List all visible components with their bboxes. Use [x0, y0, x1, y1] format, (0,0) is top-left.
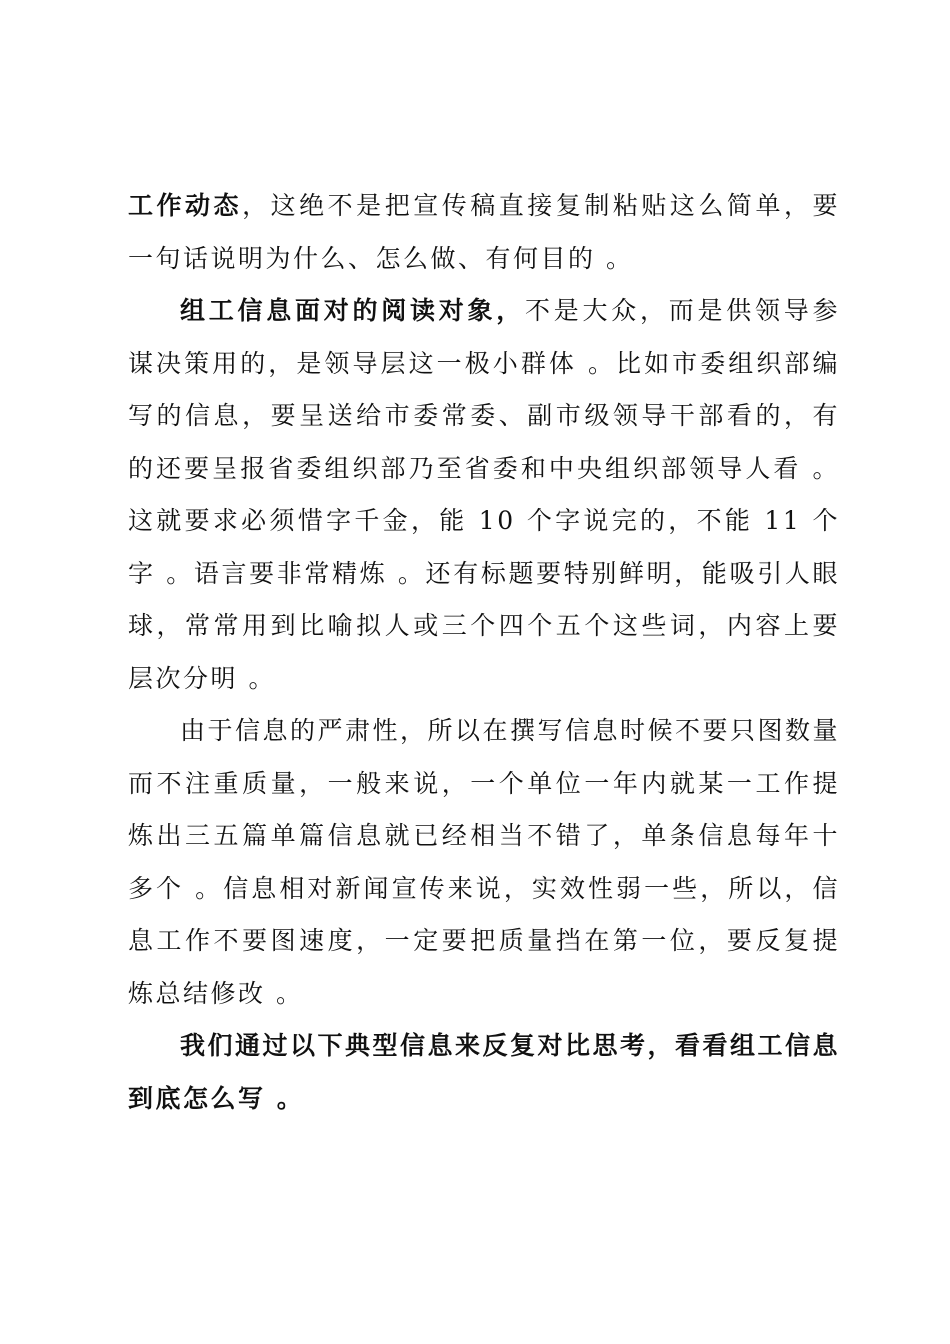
paragraph-seriousness: [128, 705, 840, 1020]
bold-phrase: 我们通过以下典型信息来反复对比思考，看看组工信息到底怎么写 。: [128, 1031, 841, 1113]
paragraph-text: 不是大众，而是供领导参谋决策用的，是领导层这一极小群体 。比如市委组织部编写的信息，要呈送给市委常委、副市级领导干部看的，有的还要呈报省委组织部乃至省委和中央组织部领导人看 。这就要求必须惜字千金，能 10 个字说完的，不能 11 个字 。语言要非常精炼 。还有标题要特别鲜明，能吸引人眼球，常常用到比喻拟人或三个四个五个这些词，内容上要层次分明 。: [128, 296, 840, 693]
paragraph-reading-audience: [128, 285, 840, 705]
document-page: [128, 180, 840, 1125]
paragraph-work-dynamics: [128, 180, 840, 285]
bold-phrase: 工作动态: [128, 191, 243, 220]
paragraph-text: ，这绝不是把宣传稿直接复制粘贴这么简单，要一句话说明为什么、怎么做、有何目的 。: [128, 191, 840, 273]
bold-phrase: 组工信息面对的阅读对象，: [180, 296, 525, 325]
paragraph-conclusion: [128, 1020, 840, 1125]
paragraph-text: 由于信息的严肃性，所以在撰写信息时候不要只图数量而不注重质量，一般来说，一个单位一年内就某一工作提炼出三五篇单篇信息就已经相当不错了，单条信息每年十多个 。信息相对新闻宣传来说，实效性弱一些，所以，信息工作不要图速度，一定要把质量挡在第一位，要反复提炼总结修改 。: [128, 716, 841, 1008]
